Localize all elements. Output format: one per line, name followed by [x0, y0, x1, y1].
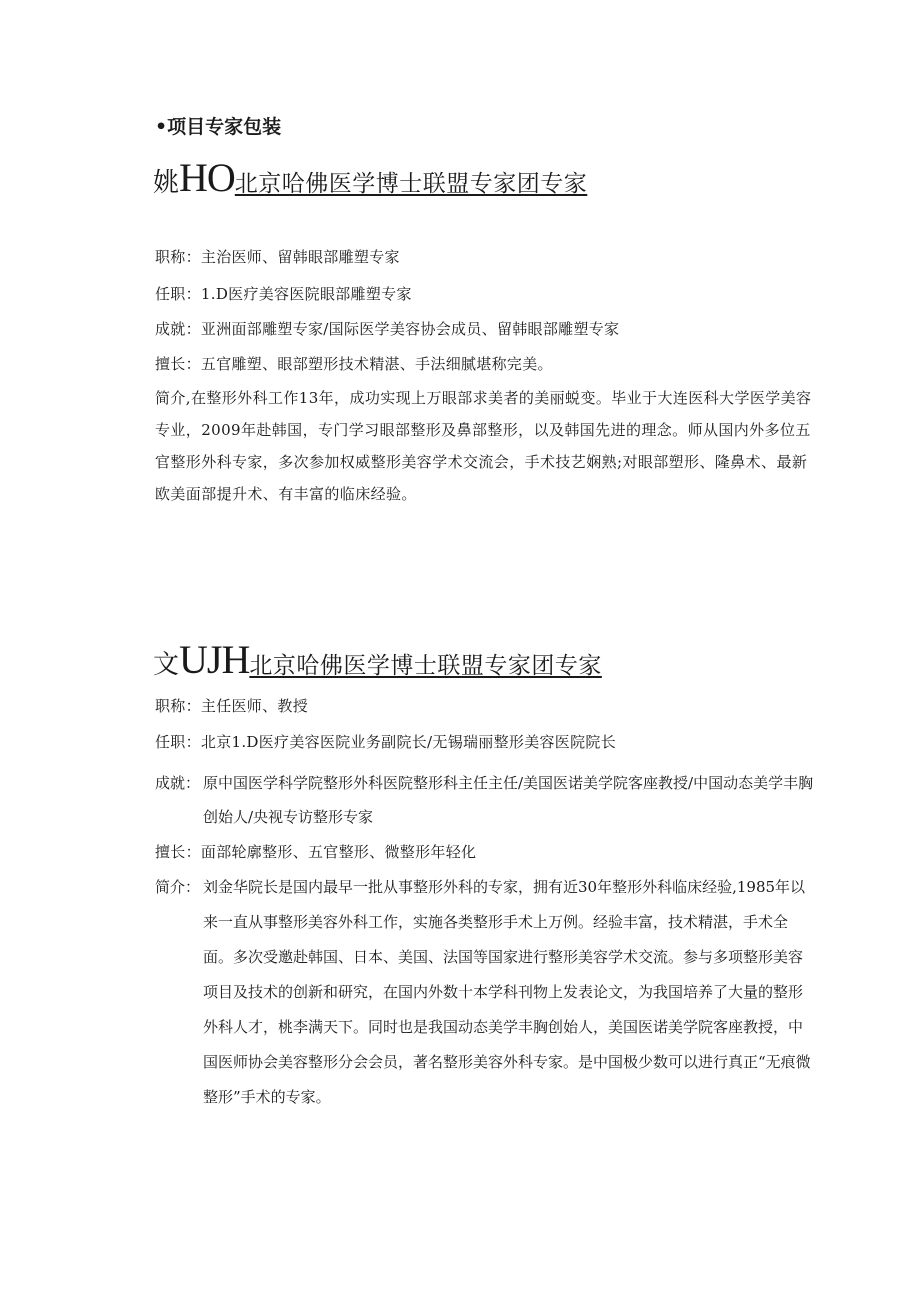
expert2-achievement-value: 原中国医学科学院整形外科医院整形科主任主任/美国医诺美学院客座教授/中国动态美学丰胸创始人/央视专访整形专家 [203, 774, 814, 826]
expert1-specialty [155, 353, 553, 374]
expert2-name-prefix: 文 [153, 650, 180, 680]
expert1-intro [155, 382, 815, 510]
expert2-intro-value: 刘金华院长是国内最早一批从事整形外科的专家，拥有近30年整形外科临床经验,1985年以来一直从事整形美容外科工作，实施各类整形手术上万例。经验丰富，技术精湛，手术全面。多次受邀赴韩国、日本、美国、法国等国家进行整形美容学术交流。参与多项整形美容项目及技术的创新和研究，在国内外数十本学科刊物上发表论文，为我国培养了大量的整形外科人才，桃李满天下。同时也是我国动态美学丰胸创始人，美国医诺美学院客座教授，中国医师协会美容整形分会会员，著名整形美容外科专家。是中国极少数可以进行真正“无痕微整形”手术的专家。 [203, 878, 811, 1106]
expert2-title-value: 主任医师、教授 [200, 697, 309, 715]
expert2-specialty-label: 擅长： [155, 843, 201, 861]
expert1-heading [153, 155, 588, 200]
expert2-title-label: 职称： [155, 697, 201, 715]
expert2-specialty-value: 面部轮廓整形、五官整形、微整形年轻化 [200, 843, 477, 861]
expert2-position-label: 任职： [155, 733, 201, 751]
expert1-name-latin: HO [179, 155, 235, 200]
expert1-title-value: 主治医师、留韩眼部雕塑专家 [200, 248, 400, 266]
expert2-position [155, 731, 616, 752]
expert1-position-label: 任职： [155, 285, 201, 303]
expert2-position-value: 北京1.D医疗美容医院业务副院长/无锡瑞丽整形美容医院院长 [200, 733, 617, 751]
expert2-achievement-label: 成就： [155, 774, 201, 792]
expert1-position-value: 1.D医疗美容医院眼部雕塑专家 [200, 285, 412, 303]
expert1-achievement [155, 318, 619, 339]
expert1-title [155, 246, 400, 267]
expert1-position [155, 283, 412, 304]
expert1-intro-label: 简介, [155, 389, 191, 407]
expert2-title [155, 695, 308, 716]
expert2-heading [153, 637, 602, 682]
expert1-name-prefix: 姚 [153, 168, 180, 198]
expert1-specialty-value: 五官雕塑、眼部塑形技术精湛、手法细腻堪称完美。 [200, 355, 553, 373]
expert2-group: 北京哈佛医学博士联盟专家团专家 [249, 653, 602, 679]
expert2-specialty [155, 841, 476, 862]
expert1-achievement-value: 亚洲面部雕塑专家/国际医学美容协会成员、留韩眼部雕塑专家 [200, 320, 620, 338]
expert1-group: 北京哈佛医学博士联盟专家团专家 [234, 171, 588, 197]
expert2-intro-label: 简介： [155, 878, 201, 896]
expert1-title-label: 职称： [155, 248, 201, 266]
expert1-intro-value: 在整形外科工作13年，成功实现上万眼部求美者的美丽蜕变。毕业于大连医科大学医学美容专业，2009年赴韩国，专门学习眼部整形及鼻部整形，以及韩国先进的理念。师从国内外多位五官整形外科专家，多次参加权威整形美容学术交流会，手术技艺娴熟;对眼部塑形、隆鼻术、最新欧美面部提升术、有丰富的临床经验。 [155, 389, 812, 503]
expert1-achievement-label: 成就： [155, 320, 201, 338]
section-title: •项目专家包装 [155, 116, 282, 138]
expert2-name-latin: UJH [179, 637, 250, 682]
expert1-specialty-label: 擅长： [155, 355, 201, 373]
